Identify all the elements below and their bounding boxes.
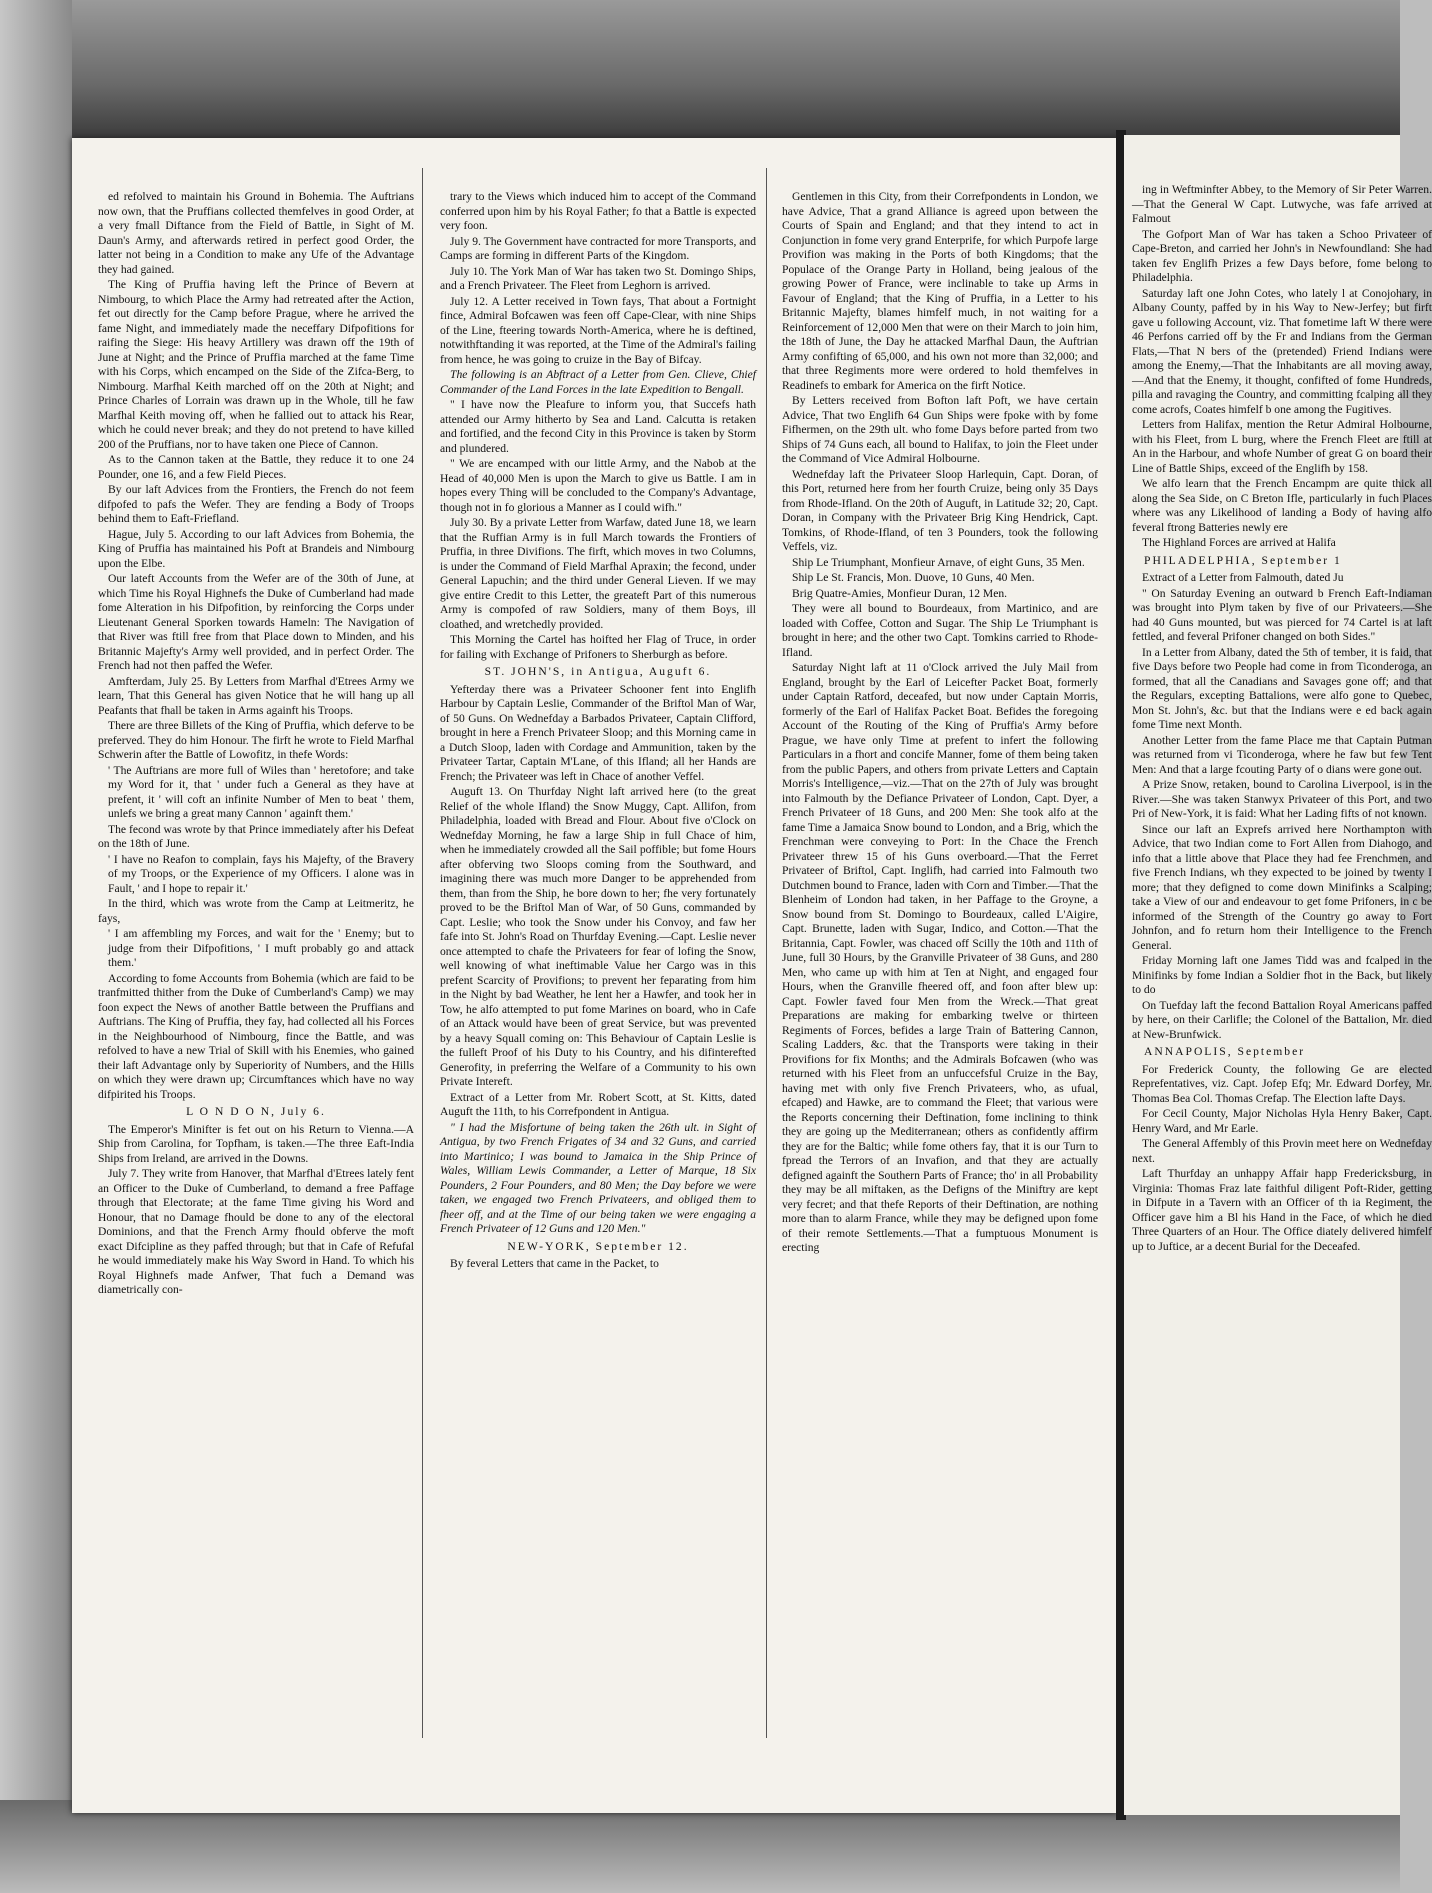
- article-paragraph: By our laft Advices from the Frontiers, the French do not feem difpofed to pafs the Wefer. They are fending a Body of Troops behind them to Eaft-Friefland.: [98, 483, 414, 525]
- column-rule: [766, 168, 767, 1738]
- article-paragraph: In a Letter from Albany, dated the 5th of tember, it is faid, that five Days before two People had come in from Ticonderoga, an formed, that all the Canadians and Savages gone off; and that the Regulars, excepting Battalions, were alfo gone to Quebec, Mon St. John's, &c. but that the Indians were e ed back again fome Time next Month.: [1132, 645, 1432, 731]
- article-paragraph: The fecond was wrote by that Prince immediately after his Defeat on the 18th of June.: [98, 822, 414, 850]
- article-paragraph: ing in Weftminfter Abbey, to the Memory of Sir Peter Warren.—That the General W Capt. Lutwyche, was fafe arrived at Falmout: [1132, 183, 1432, 225]
- article-paragraph: The General Affembly of this Provin meet here on Wednefday next.: [1132, 1137, 1432, 1165]
- article-paragraph: This Morning the Cartel has hoifted her Flag of Truce, in order for failing with Exchange of Prifoners to Sherburgh as before.: [440, 633, 756, 661]
- article-paragraph: The Highland Forces are arrived at Halifa: [1142, 536, 1336, 549]
- column-2: [440, 190, 756, 1770]
- article-paragraph: ' I have no Reafon to complain, fays his Majefty, of the Bravery of my Troops, or the Experience of my Officers. I alone was in Fault, ' and I hope to repair it.': [108, 852, 414, 895]
- article-paragraph: Amfterdam, July 25. By Letters from Marfhal d'Etrees Army we learn, That this General has given Notice that he will hang up all Peafants that fhall be taken in Arms againft his Troops.: [98, 674, 414, 717]
- article-paragraph: Our lateft Accounts from the Wefer are of the 30th of June, at which Time his Royal Highnefs the Duke of Cumberland had made fome Alteration in his Difpofition, by reinforcing the Corps under Lieutenant General Sporken towards Hameln: The Navigation of that River was ftill free from that Place down to Minden, and his Britannic Majefty's Army well provided, and in perfect Order. The French had not then paffed the Wefer.: [98, 572, 414, 672]
- article-paragraph: Saturday laft one John Cotes, who lately l at Conojohary, in Albany County, paffed by in his Way to New-Jerfey; but firft gave u following Account, viz. That fometime laft W there were 46 Perfons carried off by the Fr and Indians from the German Flats,—That N bers of the (pretended) Friend Indians were among the Enemy,—That the Inhabitants are all moving away,—And that the Enemy, it thought, confifted of fome Hundreds, pilla and ravaging the Country, and committing fcalping all they come acrofs, Coates himfelf b one among the Fugitives.: [1132, 286, 1432, 416]
- article-paragraph: " I have now the Pleafure to inform you, that Succefs hath attended our Army hitherto by Sea and Land. Calcutta is retaken and fortified, and the fecond City in this Province is taken by Storm and plundered.: [440, 398, 756, 455]
- article-paragraph: Hague, July 5. According to our laft Advices from Bohemia, the King of Pruffia has maintained his Poft at Brandeis and Nimbourg upon the Elbe.: [98, 527, 414, 570]
- article-paragraph: As to the Cannon taken at the Battle, they reduce it to one 24 Pounder, one 16, and a few Field Pieces.: [98, 453, 414, 481]
- article-paragraph: Another Letter from the fame Place me that Captain Putman was returned from vi Ticonderoga, where he faw but few Tent Men: And that a large fcouting Party of o dians were gone out.: [1132, 733, 1432, 776]
- article-paragraph: Yefterday there was a Privateer Schooner fent into Englifh Harbour by Captain Leslie, Commander of the Briftol Man of War, of 50 Guns. On Wednefday a Barbados Privateer, Captain Clifford, brought in here a French Privateer Sloop; and this Morning came in a Dutch Sloop, laden with Cordage and Ammunition, taken by the Privateer Tartar, Captain M'Lane, of this Ifland; all her Hands are French; the Privateer was left in Chace of another Veffel.: [440, 682, 756, 783]
- article-paragraph: By Letters received from Bofton laft Poft, we have certain Advice, That two Englifh 64 Gun Ships were fpoke with by fome Fifhermen, on the 29th ult. who fome Days before parted from two Ships of 74 Guns each, all bound to Halifax, to join the Fleet under the Command of Vice Admiral Holbourne.: [782, 394, 1098, 465]
- article-paragraph: Extract of a Letter from Mr. Robert Scott, at St. Kitts, dated Auguft the 11th, to his Correfpondent in Antigua.: [440, 1090, 756, 1118]
- article-paragraph: " I had the Misfortune of being taken the 26th ult. in Sight of Antigua, by two French Frigates of 34 and 32 Guns, and carried into Martinico; I was bound to Jamaica in the Ship Prince of Wales, William Lewis Commander, a Letter of Marque, 18 Six Pounders, 2 Four Pounders, and 80 Men; the Day before we were taken, we engaged two French Privateers, and obliged them to fheer off, and at the Time of our being taken we were engaging a French Privateer of 12 Guns and 120 Men.": [440, 1120, 756, 1235]
- article-paragraph: Ship Le St. Francis, Mon. Duove, 10 Guns, 40 Men.: [792, 571, 1035, 584]
- article-paragraph: July 30. By a private Letter from Warfaw, dated June 18, we learn that the Ruffian Army is in full March towards the Frontiers of Pruffia, in three Divifions. The firft, which moves in two Columns, is under the Command of Field Marfhal Apraxin; the fecond, under General Lapuchin; and the third under General Lieven. If we may give entire Credit to this Letter, the greateft Part of this numerous Army is compofed of raw Soldiers, many of them Boys, ill cloathed, and wretchedly provided.: [440, 516, 756, 631]
- newspaper-page: [72, 138, 1118, 1813]
- article-paragraph: According to fome Accounts from Bohemia (which are faid to be tranfmitted thither from the Duke of Cumberland's Camp) we may foon expect the News of another Battle between the Pruffians and Auftrians. The King of Pruffia, they fay, had collected all his Forces in the Neighbourhood of Nimbourg, fince the Battle, and was refolved to have a new Trial of Skill with his Enemies, who gained their laft Advantage only by Superiority of Numbers, and the Hills on which they were drawn up; Circumftances which have no way difpirited his Troops.: [98, 971, 414, 1101]
- article-paragraph: ed refolved to maintain his Ground in Bohemia. The Auftrians now own, that the Pruffians collected themfelves in good Order, at a very fmall Diftance from the Field of Battle, in Sight of M. Daun's Army, and afterwards retired in perfect good Order, the latter not being in a Condition to make any Ufe of the Advantage they had gained.: [98, 190, 414, 276]
- article-paragraph: For Frederick County, the following Ge are elected Reprefentatives, viz. Capt. Jofep Efq; Mr. Edward Dorfey, Mr. Thomas Bea Col. Thomas Crefap. The Election lafte Days.: [1132, 1062, 1432, 1105]
- dateline-heading: L O N D O N, July 6.: [186, 1105, 326, 1118]
- article-paragraph: For Cecil County, Major Nicholas Hyla Henry Baker, Capt. Henry Ward, and Mr Earle.: [1132, 1107, 1432, 1135]
- article-paragraph: By feveral Letters that came in the Packet, to: [450, 1257, 659, 1270]
- article-paragraph: The King of Pruffia having left the Prince of Bevern at Nimbourg, to which Place the Army had retreated after the Action, fet out directly for the Camp before Prague, where he arrived the fame Night, and immediately made the neceffary Difpofitions for raifing the Siege: His heavy Artillery was drawn off the 19th of June at Night; and the Prince of Pruffia marched at the fame Time with his Corps, which encamped on the Side of the Zifca-Berg, to Nimbourg. Marfhal Keith marched off on the 20th at Night; and Prince Charles of Lorrain was drawn up in the Whole, till he faw Marfhal Keith moving off, when he fallied out to attack his Rear, which he could never break; and they do not pretend to have killed 200 of the Pruffians, nor to have taken one Piece of Cannon.: [98, 278, 414, 451]
- article-paragraph: July 10. The York Man of War has taken two St. Domingo Ships, and a French Privateer. The Fleet from Leghorn is arrived.: [440, 264, 756, 292]
- dateline-heading: ANNAPOLIS, September: [1144, 1045, 1306, 1058]
- article-paragraph: Saturday Night laft at 11 o'Clock arrived the July Mail from England, brought by the Earl of Leicefter Packet Boat, formerly under Captain Ratford, deceafed, but now under Captain Morris, formerly of the Earl of Halifax Packet Boat. Befides the foregoing Account of the Routing of the King of Pruffia's Army before Prague, we have only Time at prefent to infert the following Particulars in a fhort and concife Manner, fome of them being taken from the public Papers, and others from private Letters and Captain Morris's Intelligence,—viz.—That on the 27th of July was brought into Falmouth by the Defiance Privateer of London, Capt. Dyer, a French Privateer of 18 Guns, and 200 Men: She took alfo at the fame Time a Jamaica Snow bound to London, and a Brig, which the Frenchman were conveying to Port: In the Chace the French Privateer threw 15 of his Guns overboard.—That the Ferret Privateer of Briftol, Capt. Inglifh, had carried into Falmouth two Dutchmen bound to France, laden with Corn and Timber.—That the Blenheim of London had taken, in her Paffage to the Groyne, a Snow bound from St. Domingo to Bourdeaux, called L'Aigire, Capt. Brunette, laden with Sugar, Indico, and Cotton.—That the Britannia, Capt. Fowler, was chaced off Scilly the 10th and 11th of June, full 30 Hours, by the Granville Privateer of 38 Guns, and 280 Men, who came up with him at Ten at Night, and engaged four Hours, when the Granville fheered off, and foon after blew up: Capt. Fowler faved four Men from the Wreck.—That great Preparations are making for embarking twelve or thirteen Regiments of Forces, befides a large Train of Battering Cannon, Scaling Ladders, &c. that the Transports were taking in their Provifions for fix Months; and the Admirals Bofcawen (who was returned with his Fleet from an unfuccefsful Cruize in the Bay, having met with only five French Privateers, who, as ufual, efcaped) and Hawke, are to command the Fleet; that various were the Reports concerning their Deftination, fome inclining to think they are going up the Mediterranean; others as confidently affirm they are for the Baltic; while fome others fay, that it is our Turn to fpread the Terrors of an Invafion, and that they are actually defigned againft the Southern Parts of France; tho' in all Probability they may be all miftaken, as the Defigns of the Miniftry are kept very fecret; and that thefe Reports of their Deftination, are nothing more than to alarm France, while they may be defigned upon fome of their remote Settlements.—That a fumptuous Monument is erecting: [782, 661, 1098, 1254]
- article-paragraph: Ship Le Triumphant, Monfieur Arnave, of eight Guns, 35 Men.: [792, 555, 1085, 569]
- article-paragraph: The Emperor's Minifter is fet out on his Return to Vienna.—A Ship from Carolina, for Topfham, is taken.—The three Eaft-India Ships from Ireland, are arrived in the Downs.: [98, 1122, 414, 1165]
- article-paragraph: ' The Auftrians are more full of Wiles than ' heretofore; and take my Word for it, that ' under fuch a General as they have at prefent, it ' will coft an infinite Number of Men to beat ' them, unlefs we bring a great many Cannon ' againft them.': [108, 763, 414, 820]
- article-paragraph: " We are encamped with our little Army, and the Nabob at the Head of 40,000 Men is upon the March to give us Battle. I am in hopes every Thing will be concluded to the Company's Advantage, though not in fo glorious a Manner as I could wifh.": [440, 457, 756, 514]
- article-paragraph: We alfo learn that the French Encampm are quite thick all along the Sea Side, on C Breton Ifle, particularly in fuch Places where was any Likelihood of landing a Body of having alfo feveral ftrong Batteries newly ere: [1132, 477, 1432, 534]
- adjacent-page-column: [1132, 183, 1432, 1773]
- article-paragraph: There are three Billets of the King of Pruffia, which deferve to be preferved. They do him Honour. The firft he wrote to Field Marfhal Schwerin after the Battle of Lowofitz, in thefe Words:: [98, 719, 414, 761]
- column-1: [98, 190, 414, 1770]
- column-rule: [422, 168, 423, 1738]
- article-paragraph: July 12. A Letter received in Town fays, That about a Fortnight fince, Admiral Bofcawen was feen off Cape-Clear, with nine Ships of the Line, fteering towards North-America, where he is deftined, notwithftanding it was reported, at the Time of the Admiral's failing from hence, he was going to cruize in the Bay of Bifcay.: [440, 294, 756, 366]
- scan-shadow-top: [0, 0, 1400, 140]
- article-paragraph: Brig Quatre-Amies, Monfieur Duran, 12 Men.: [792, 586, 1008, 600]
- adjacent-page: [1124, 135, 1432, 1815]
- article-paragraph: The following is an Abftract of a Letter from Gen. Clieve, Chief Commander of the Land Forces in the late Expedition to Bengall.: [440, 368, 756, 396]
- article-paragraph: Wednefday laft the Privateer Sloop Harlequin, Capt. Doran, of this Port, returned here from her fourth Cruize, being only 35 Days from Rhode-Ifland. On the 20th of Auguft, in Latitude 32; 20, Capt. Doran, in Company with the Privateer Brig King Hendrick, Capt. Tomkins, of Rhode-Ifland, of ten 3 Pounders, took the following Veffels, viz.: [782, 467, 1098, 553]
- article-paragraph: The Gofport Man of War has taken a Schoo Privateer of Cape-Breton, and carried her John's in Newfoundland: She had taken fev Englifh Prizes a few Days before, fome belong to Philadelphia.: [1132, 227, 1432, 284]
- article-paragraph: July 7. They write from Hanover, that Marfhal d'Etrees lately fent an Officer to the Duke of Cumberland, to demand a free Paffage through that Electorate; at the fame Time giving his Word and Honour, that no Damage fhould be done to any of the electoral Dominions, and that the French Army fhould obferve the moft exact Difcipline as they paffed through; but that in Cafe of Refufal he would immediately make his Way Sword in Hand. To which his Royal Highnefs made Anfwer, That fuch a Demand was diametrically con-: [98, 1167, 414, 1296]
- dateline-heading: NEW-YORK, September 12.: [507, 1239, 689, 1253]
- dateline-heading: PHILADELPHIA, September 1: [1144, 553, 1342, 567]
- article-paragraph: On Tuefday laft the fecond Battalion Royal Americans paffed by here, on their Carlifle; the Colonel of the Battalion, Mr. died at New-Brunfwick.: [1132, 998, 1432, 1041]
- article-paragraph: Extract of a Letter from Falmouth, dated Ju: [1142, 571, 1344, 584]
- article-paragraph: A Prize Snow, retaken, bound to Carolina Liverpool, is in the River.—She was taken Stanwyx Privateer of this Port, and two Pri of New-York, it is faid: What her Lading fifts of not known.: [1132, 778, 1432, 820]
- article-paragraph: Friday Morning laft one James Tidd was and fcalped in the Minifinks by fome Indian a Soldier fhot in the Back, but likely to do: [1132, 954, 1432, 996]
- article-paragraph: Laft Thurfday an unhappy Affair happ Fredericksburg, in Virginia: Thomas Fraz late faithful diligent Poft-Rider, getting in Difpute in a Tavern with an Officer of th ia Regiment, the Officer gave him a Bl his Hand in the Face, of which he died Three Quarters of an Hour. The Office diately delivered himfelf up to Juftice, ar a decent Burial for the Deceafed.: [1132, 1167, 1432, 1253]
- article-paragraph: ' I am affembling my Forces, and wait for the ' Enemy; but to judge from their Difpofitions, ' I muft probably go and attack them.': [108, 927, 414, 969]
- article-paragraph: July 9. The Government have contracted for more Transports, and Camps are forming in different Parts of the Kingdom.: [440, 234, 756, 262]
- column-3: [782, 190, 1098, 1770]
- article-paragraph: trary to the Views which induced him to accept of the Command conferred upon him by his Royal Father; fo that a Battle is expected very foon.: [440, 190, 756, 232]
- article-paragraph: In the third, which was wrote from the Camp at Leitmeritz, he fays,: [98, 897, 414, 925]
- article-paragraph: " On Saturday Evening an outward b French Eaft-Indiaman was brought into Plym taken by five of our Privateers.—She had 40 Guns mounted, but was pierced for 74 Cartel is at laft fettled, and feveral Prifoner changed on both Sides.": [1132, 586, 1432, 643]
- scan-shadow-left: [0, 0, 72, 1893]
- article-paragraph: Gentlemen in this City, from their Correfpondents in London, we have Advice, That a grand Alliance is agreed upon between the Courts of Spain and England; and that they intend to act in Conjunction in fome very grand Enterprife, for which Purpofe large Provifion was making in the Ports of both Kingdoms; that the Populace of the Orange Party in Holland, being jealous of the growing Power of France, were inclinable to take up Arms in Favour of England; that the King of Pruffia, in a Letter to his Britannic Majefty, blames himfelf much, in not waiting for a Reinforcement of 12,000 Men that were on their March to join him, the 18th of June, the Day he attacked Marfhal Daun, the Auftrian Army confifting of 65,000, and his own not more than 32,000; and that three Regiments more were ordered to hold themfelves in Readinefs to embark for America on the firft Notice.: [782, 190, 1098, 392]
- article-paragraph: Auguft 13. On Thurfday Night laft arrived here (to the great Relief of the whole Ifland) the Snow Muggy, Capt. Allifon, from Philadelphia, loaded with Bread and Flour. About five o'Clock on Wednefday Morning, he faw a large Ship in full Chace of him, when he immediately crowded all the Sail poffible; but fome Hours after obferving two Sloops coming from the Southward, and imagining there was much more Danger to be apprehended from them, than from the Ship, he bore down to her; fhe very fortunately proved to be the Briftol Man of War, of 50 Guns, commanded by Capt. Leslie; who took the Snow under his Convoy, and faw her fafe into St. John's Road on Thurfday Evening.—Capt. Leslie never once attempted to chafe the Privateers for fear of lofing the Snow, well knowing of what ineftimable Value her Cargo was in this prefent Scarcity of Provifions; to prevent her feparating from him in the Night by bad Weather, he lent her a Hawfer, and took her in Tow, he alfo attempted to put fome Marines on board, who in Cafe of an Attack would have been of great Service, but was prevented by a heavy Squall coming on: This Behaviour of Captain Leslie is the fulleft Proof of his Duty to his Country, and his difinterefted Generofity, in preferring the Welfare of a Community to his own Private Intereft.: [440, 785, 756, 1088]
- article-paragraph: Since our laft an Exprefs arrived here Northampton with Advice, that two Indian come to Fort Allen from Diahogo, and info that a little above that Place they had fee Frenchmen, and five French Indians, wh they expected to be joined by twenty I more; that they defigned to come down Minifinks a Scalping; take a View of our and endeavour to get fome Prifoners, in c be informed of the Strength of the Country go away to Fort Johnfon, and fo return hom their Intelligence to the French General.: [1132, 822, 1432, 952]
- article-paragraph: Letters from Halifax, mention the Retur Admiral Holbourne, with his Fleet, from L burg, where the French Fleet are ftill at An in the Harbour, and whofe Number of great G on board their Line of Battle Ships, exceed of the Englifh by 158.: [1132, 418, 1432, 475]
- dateline-heading: ST. JOHN'S, in Antigua, Auguft 6.: [484, 665, 712, 678]
- article-paragraph: They were all bound to Bourdeaux, from Martinico, and are loaded with Coffee, Cotton and Sugar. The Ship Le Triumphant is brought in here; and the other two Capt. Tomkins carried to Rhode-Ifland.: [782, 602, 1098, 659]
